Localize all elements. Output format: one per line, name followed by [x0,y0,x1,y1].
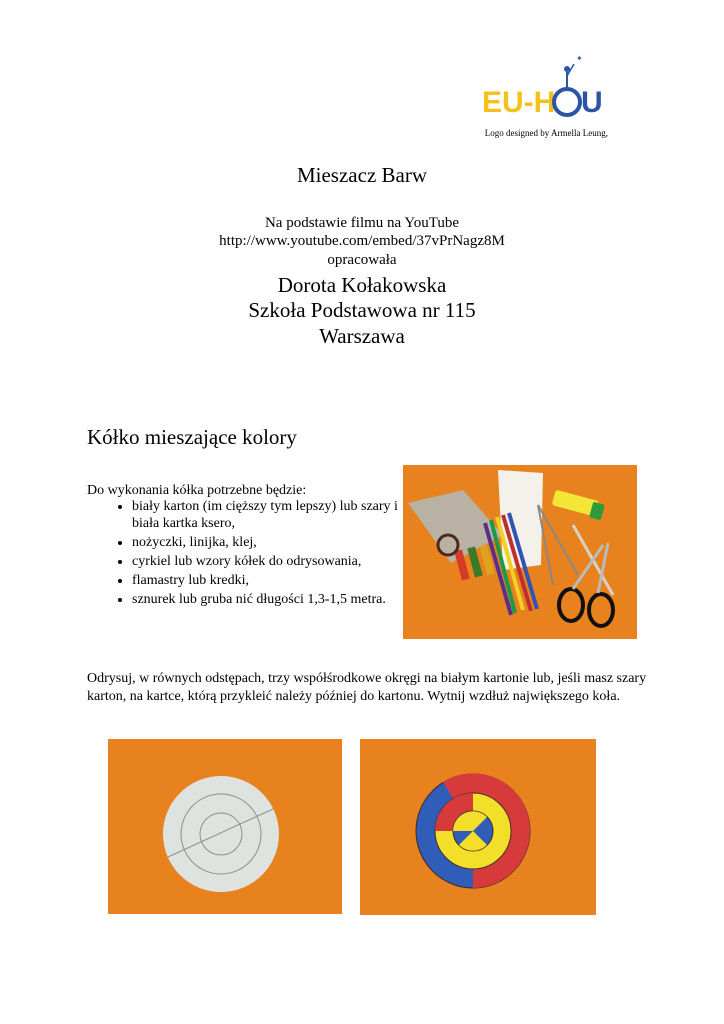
logo-text-left: EU-H [482,86,556,119]
list-item: • flamastry lub kredki, [132,572,412,589]
list-item: • nożyczki, linijka, klej, [132,534,412,551]
materials-photo [403,465,637,639]
source-line: Na podstawie filmu na YouTube [264,215,460,231]
drawn-circles-photo [108,739,342,914]
section-heading: Kółko mieszające kolory [87,425,297,449]
logo-credit: Logo designed by Armella Leung, [484,128,608,138]
city-name: Warszawa [319,324,405,348]
list-item: • biały karton (im cięższy tym lepszy) lub szary i biała kartka ksero, [132,498,412,532]
prepared-by-label: opracowała [327,252,397,268]
eu-hou-logo-graphic [478,54,606,126]
instructions-paragraph: Odrysuj, w równych odstępach, trzy współśrodkowe okręgi na białym kartonie lub, jeśli masz szary karton, na kartce, którą przykleić należy później do kartonu. Wytnij wzdłuż największego koła. [87,671,647,704]
logo-text-right: U [581,86,603,119]
source-url[interactable]: http://www.youtube.com/embed/37vPrNagz8M [219,233,505,249]
school-name: Szkoła Podstawowa nr 115 [248,298,476,322]
list-item: • sznurek lub gruba nić długości 1,3-1,5 metra. [132,591,412,608]
logo-ring [554,89,580,115]
eu-hou-logo [478,54,606,126]
list-item: • cyrkiel lub wzory kółek do odrysowania, [132,553,412,570]
logo-star-icon: ✦ [576,54,583,63]
colored-wheel-photo [360,739,596,915]
author-name: Dorota Kołakowska [277,273,447,297]
materials-intro: Do wykonania kółka potrzebne będzie: [87,483,307,498]
page-title: Mieszacz Barw [296,163,428,187]
materials-list [102,498,412,610]
